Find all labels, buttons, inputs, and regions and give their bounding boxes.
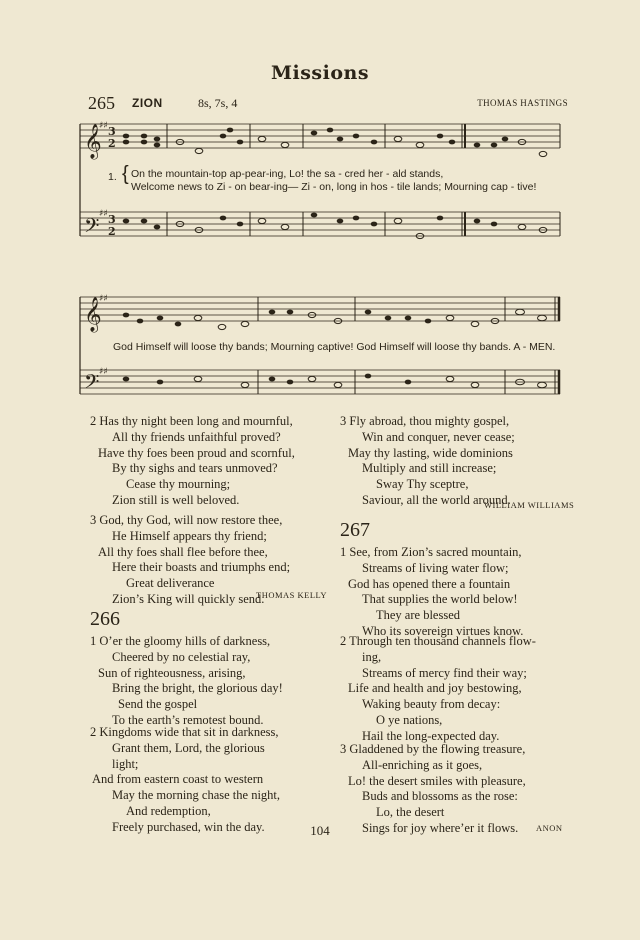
svg-text:𝄞: 𝄞 [84, 124, 102, 159]
composer: THOMAS HASTINGS [477, 98, 568, 108]
hymn-266-verse-1: 1 O’er the gloomy hills of darkness, Cheered by no celestial ray, Sun of righteousness, arising, Bring the bright, the glorious day! Send the gospel To the earth’s remotest bound. [90, 634, 283, 727]
svg-text:♯♯: ♯♯ [99, 121, 108, 131]
hymn-267-verse-2: 2 Through ten thousand channels flow- ing, Streams of mercy find their way; Life and health and joy bestowing, Waking beauty from decay: O ye nations, Hail the long-expected day. [340, 634, 536, 743]
staff-bass-2 [80, 370, 560, 394]
hymn-267-number: 267 [340, 519, 370, 541]
hymn-265-verse-2: 2 Has thy night been long and mournful, All thy friends unfaithful proved? Have thy foes been proud and scornful, By thy sighs and tears unmoved? Cease thy mourning; Zion still is well beloved. [90, 414, 295, 507]
lyrics-line-1: On the mountain-top ap-pear-ing, Lo! the sa - cred her - ald stands, [131, 168, 444, 180]
hymn-266-verse-3: 3 Fly abroad, thou mighty gospel, Win and conquer, never cease; May thy lasting, wide dominions Multiply and still increase; Sway Thy sceptre, Saviour, all the world around. [340, 414, 515, 507]
music-score [0, 0, 640, 420]
svg-text:𝄢: 𝄢 [84, 370, 100, 398]
svg-text:♯♯: ♯♯ [99, 209, 108, 219]
meter: 8s, 7s, 4 [198, 96, 238, 110]
hymn-267-credit: ANON [536, 823, 563, 833]
page-number: 104 [310, 823, 330, 838]
svg-text:3: 3 [108, 213, 116, 226]
svg-text:3: 3 [108, 125, 116, 138]
hymn-265-verse-3: 3 God, thy God, will now restore thee, He Himself appears thy friend; All thy foes shall flee before thee, Here their boasts and triumphs end; Great deliverance Zion’s King will quickly send. [90, 513, 291, 606]
hymn-number: 265 [88, 93, 115, 113]
hymn-266-number: 266 [90, 608, 120, 630]
hymn-267-verse-1: 1 See, from Zion’s sacred mountain, Streams of living water flow; God has opened there a fountain That supplies the world below! They are blessed Who its sovereign virtues know. [340, 545, 524, 638]
svg-text:♯♯: ♯♯ [99, 367, 108, 377]
lyrics-system-2: God Himself will loose thy bands; Mourning captive! God Himself will loose thy bands. A - MEN. [113, 341, 556, 353]
section-title: Missions [270, 62, 370, 84]
lyrics-line-2: Welcome news to Zi - on bear-ing— Zi - on, long in hos - tile lands; Mourning cap - tive! [131, 181, 537, 193]
hymn-266-credit: WILLIAM WILLIAMS [484, 500, 575, 510]
svg-text:♯♯: ♯♯ [99, 294, 108, 304]
staff-bass-1 [80, 212, 560, 236]
staff-treble-1 [80, 124, 560, 148]
staff-treble-2 [80, 297, 560, 321]
hymn-265-credit: THOMAS KELLY [256, 590, 328, 600]
svg-text:𝄞: 𝄞 [84, 297, 102, 332]
tune-name: ZION [132, 96, 163, 110]
hymn-267-verse-3: 3 Gladdened by the flowing treasure, All-enriching as it goes, Lo! the desert smiles with pleasure, Buds and blossoms as the rose: Lo, the desert Sings for joy where’er it flows. [340, 742, 526, 835]
svg-text:𝄢: 𝄢 [84, 214, 100, 242]
hymn-266-verse-2: 2 Kingdoms wide that sit in darkness, Grant them, Lord, the glorious light; And from eastern coast to western May the morning chase the night, And redemption, Freely purchased, win the day. [90, 725, 281, 834]
verse-marker: 1. [108, 171, 117, 183]
svg-text:2: 2 [108, 225, 116, 238]
svg-text:2: 2 [108, 137, 116, 150]
brace-glyph: { [122, 163, 129, 185]
